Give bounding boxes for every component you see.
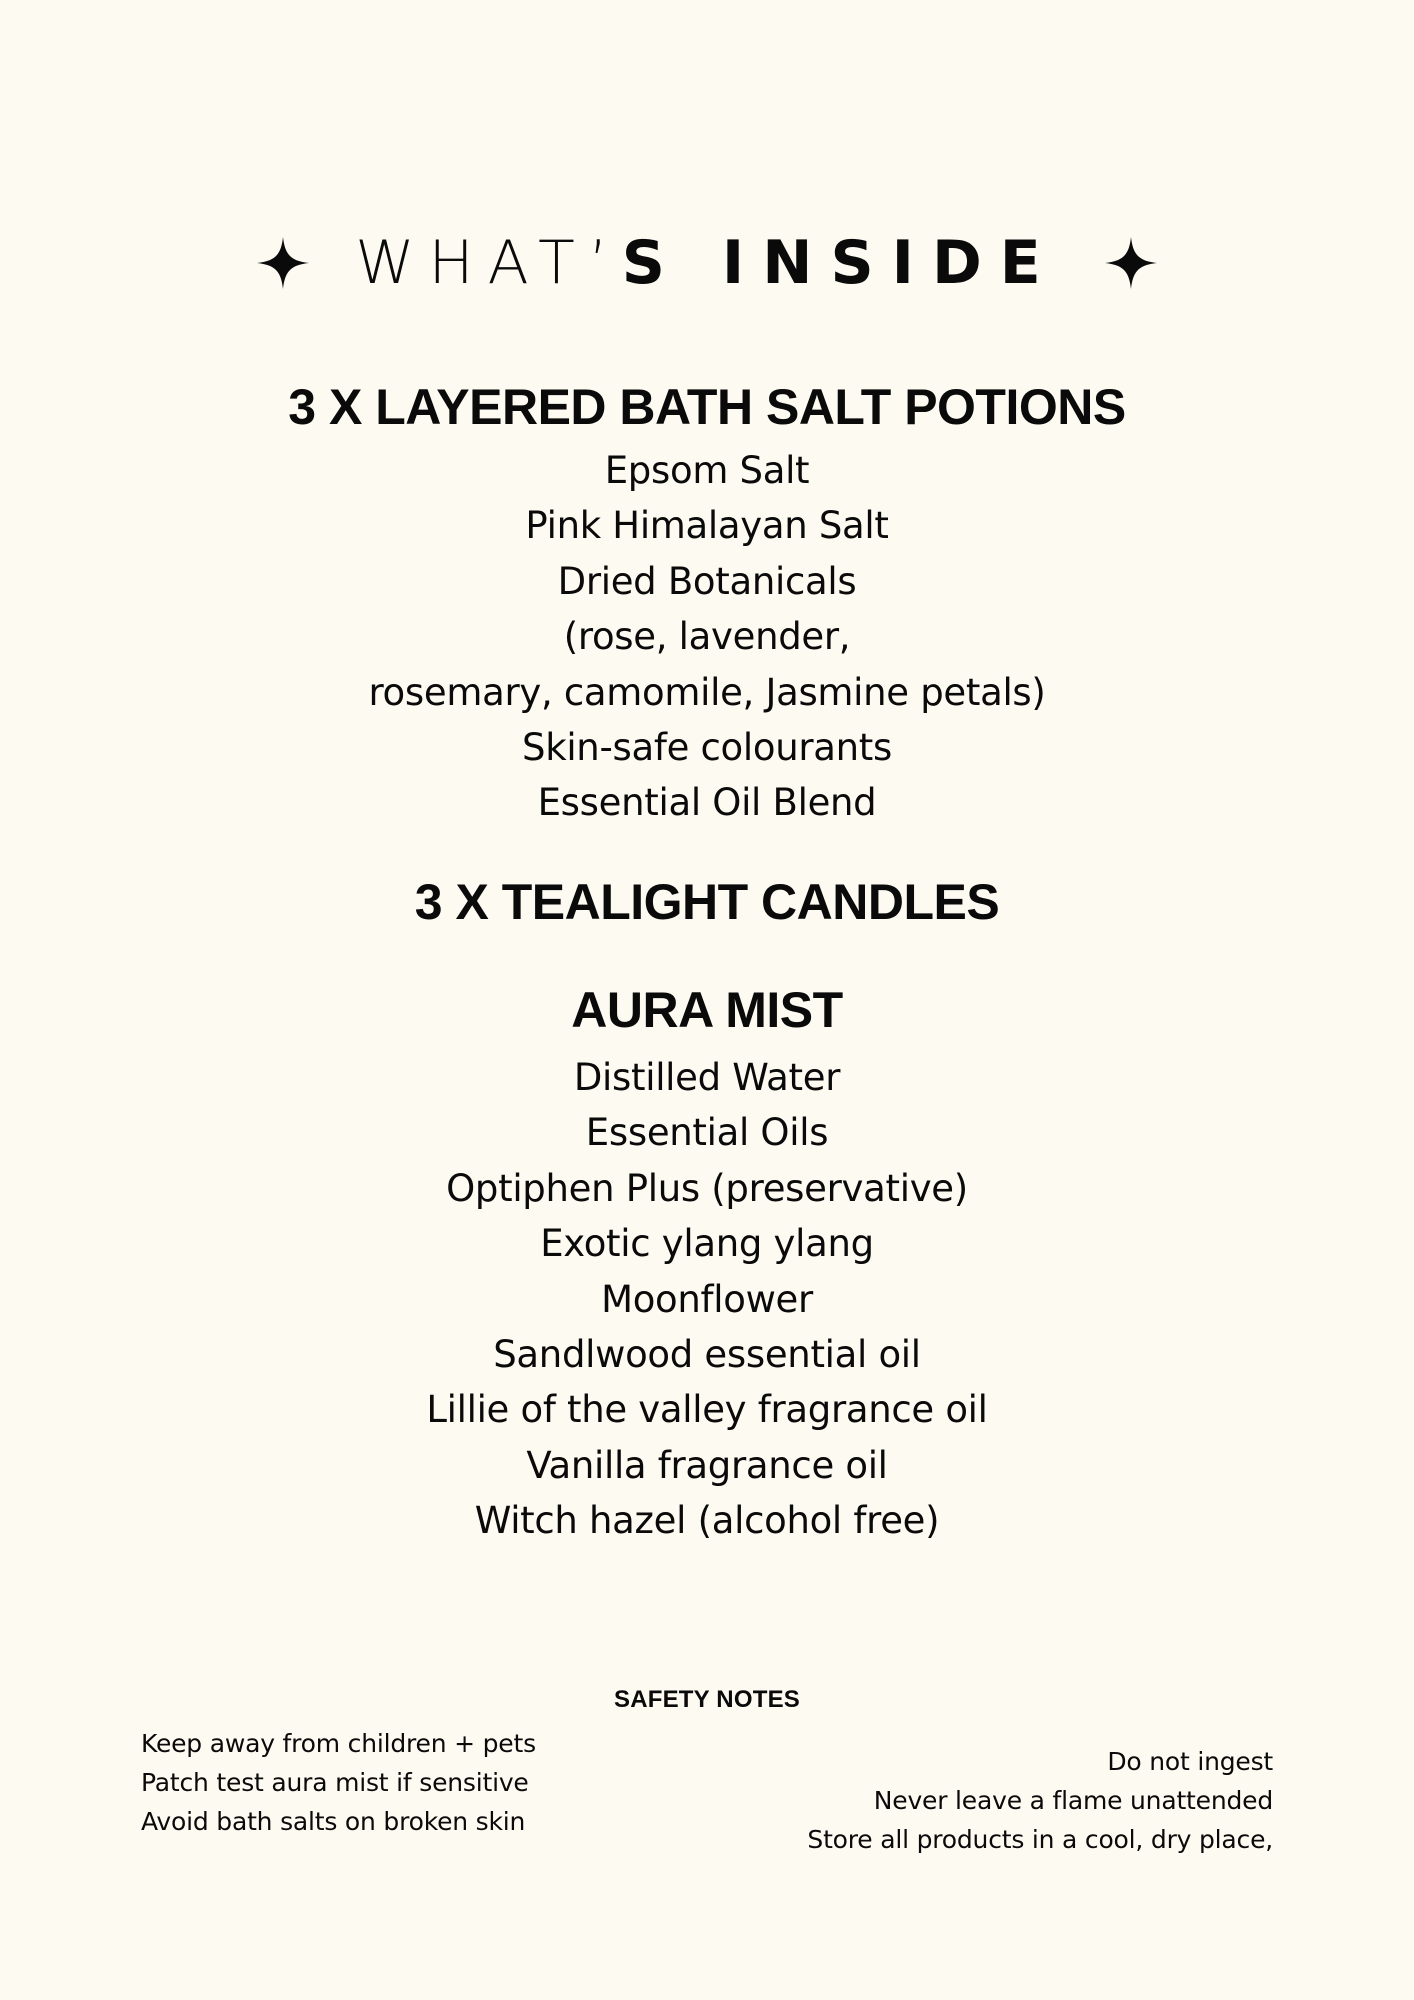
list-item: (rose, lavender, xyxy=(563,615,851,659)
list-item: Pink Himalayan Salt xyxy=(525,504,889,548)
list-item: Vanilla fragrance oil xyxy=(526,1443,888,1487)
list-item: Sandlwood essential oil xyxy=(493,1333,921,1377)
page-title-light: WHAT’ xyxy=(355,228,622,298)
safety-note: Keep away from children + pets xyxy=(141,1729,536,1758)
ingredient-list xyxy=(0,1050,1414,1549)
list-item: Skin-safe colourants xyxy=(522,726,892,770)
section-tealight-candles xyxy=(0,872,1414,932)
safety-notes-title: SAFETY NOTES xyxy=(614,1686,800,1713)
ingredient-list xyxy=(0,443,1414,831)
section-aura-mist xyxy=(0,980,1414,1549)
list-item: rosemary, camomile, Jasmine petals) xyxy=(368,670,1046,714)
safety-notes-left xyxy=(141,1724,536,1841)
list-item: Lillie of the valley fragrance oil xyxy=(426,1388,988,1432)
safety-note: Patch test aura mist if sensitive xyxy=(141,1768,529,1797)
section-heading: 3 X TEALIGHT CANDLES xyxy=(414,874,1000,930)
list-item: Epsom Salt xyxy=(604,449,810,492)
section-heading: AURA MIST xyxy=(571,982,843,1038)
list-item: Essential Oils xyxy=(585,1111,829,1155)
page-title-row xyxy=(0,228,1414,298)
list-item: Optiphen Plus (preservative) xyxy=(446,1166,968,1210)
safety-note: Do not ingest xyxy=(1107,1747,1273,1776)
safety-note: Never leave a flame unattended xyxy=(873,1786,1273,1815)
safety-note: Avoid bath salts on broken skin xyxy=(141,1807,526,1836)
list-item: Witch hazel (alcohol free) xyxy=(474,1499,940,1543)
list-item: Distilled Water xyxy=(573,1056,841,1099)
page-title-bold: S INSIDE xyxy=(621,228,1059,298)
four-point-star-icon xyxy=(257,237,309,289)
safety-notes-right xyxy=(807,1742,1273,1859)
list-item: Dried Botanicals xyxy=(557,559,857,603)
page-title xyxy=(355,228,1059,298)
section-bath-salt-potions xyxy=(0,377,1414,831)
list-item: Exotic ylang ylang xyxy=(540,1222,874,1266)
safety-note: Store all products in a cool, dry place, xyxy=(807,1825,1273,1854)
four-point-star-icon xyxy=(1105,237,1157,289)
section-heading: 3 X LAYERED BATH SALT POTIONS xyxy=(288,379,1126,435)
list-item: Essential Oil Blend xyxy=(537,781,877,825)
list-item: Moonflower xyxy=(601,1277,813,1321)
